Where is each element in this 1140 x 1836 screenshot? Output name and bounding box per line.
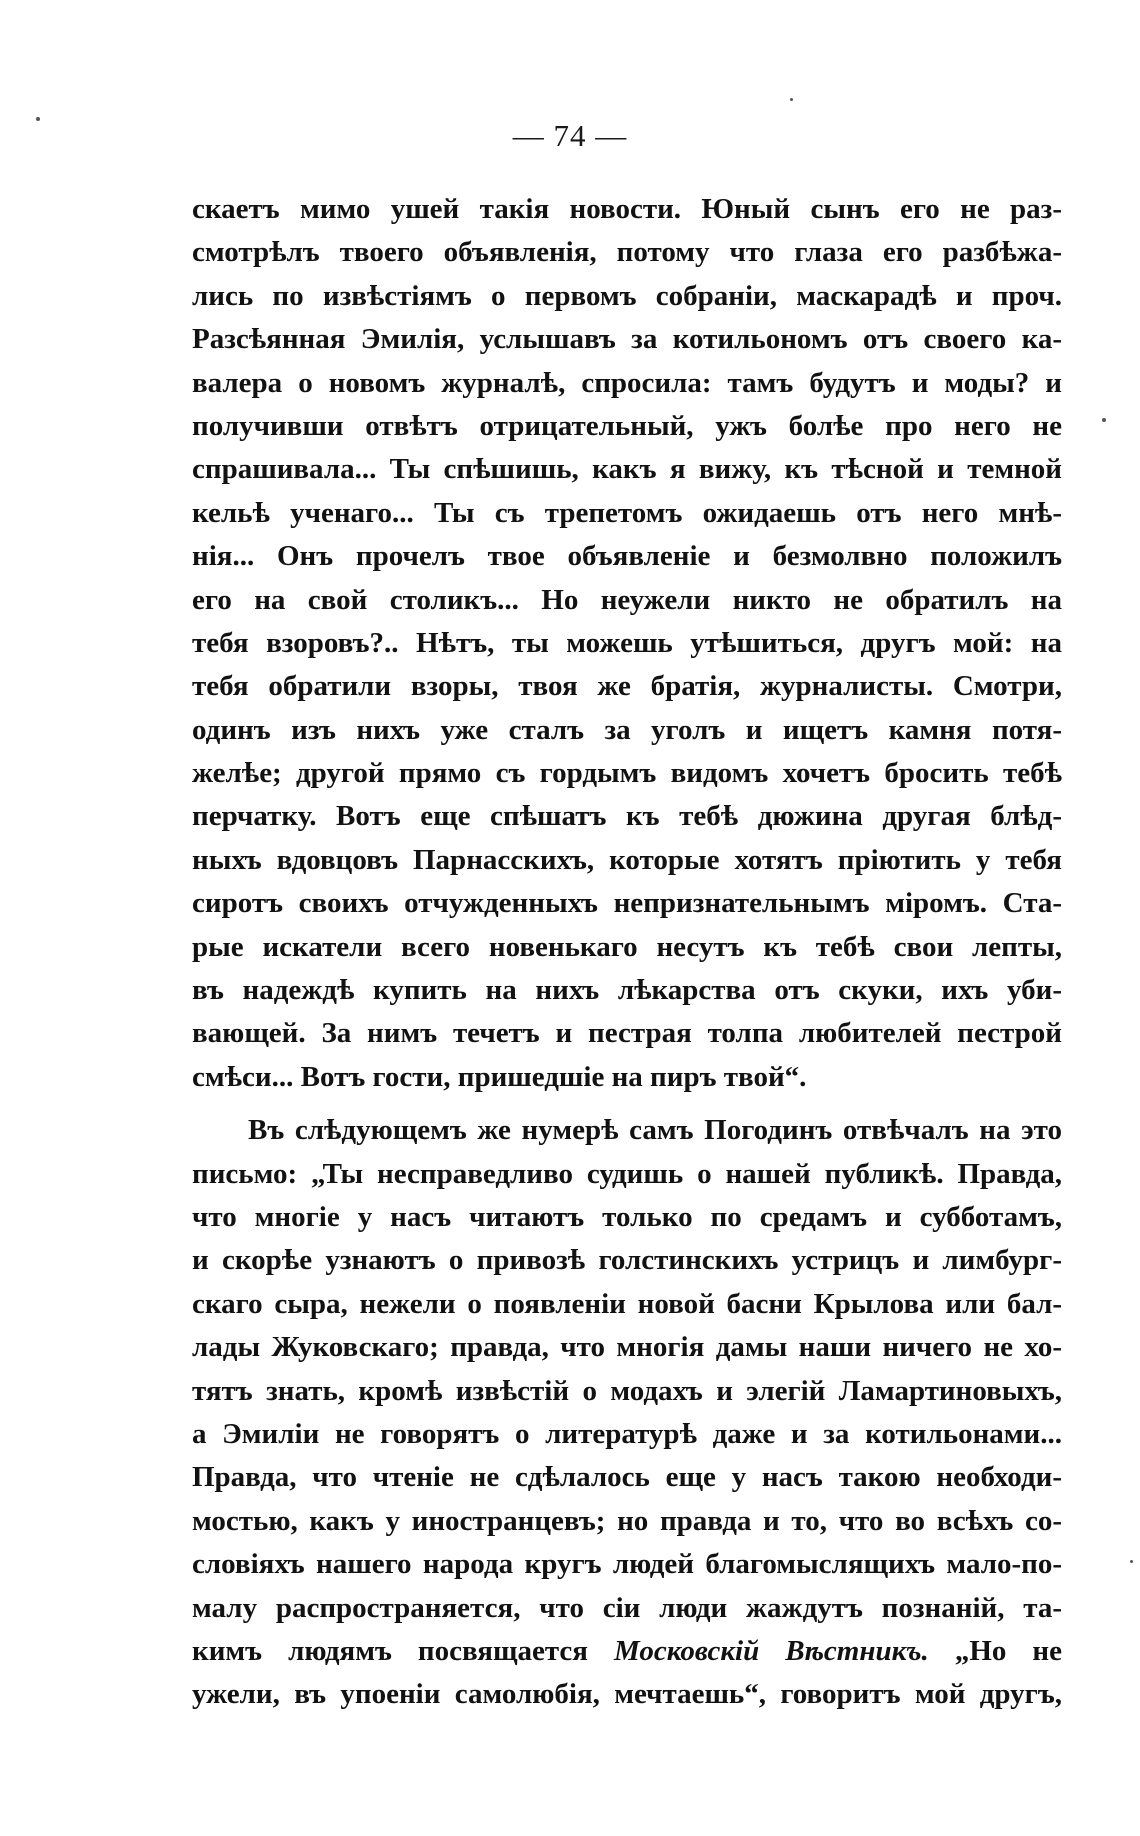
- text-line: тебя обратили взоры, твоя же братія, журналисты. Смотри,: [192, 670, 1062, 703]
- text-line: ужели, въ упоеніи самолюбія, мечтаешь“, говоритъ мой другъ,: [192, 1678, 1062, 1711]
- text-line: Разсѣянная Эмилія, услышавъ за котильономъ отъ своего ка-: [192, 323, 1062, 356]
- text-line-with-title: [192, 1630, 1062, 1673]
- text-line: тятъ знать, кромѣ извѣстій о модахъ и элегій Ламартиновыхъ,: [192, 1374, 1062, 1407]
- text-line: желѣе; другой прямо съ гордымъ видомъ хочетъ бросить тебѣ: [192, 757, 1062, 790]
- text-line: вающей. За нимъ течетъ и пестрая толпа любителей пестрой: [192, 1017, 1062, 1050]
- text-line: лись по извѣстіямъ о первомъ собраніи, маскарадѣ и проч.: [192, 279, 1062, 312]
- scan-speck: [790, 98, 793, 101]
- scan-speck: [1102, 418, 1106, 422]
- text-line: тебя взоровъ?.. Нѣтъ, ты можешь утѣшиться, другъ мой: на: [192, 626, 1062, 659]
- text-line: получивши отвѣтъ отрицательный, ужъ болѣе про него не: [192, 409, 1062, 442]
- scan-speck: [1130, 1560, 1133, 1563]
- text-line: что многіе у насъ читаютъ только по средамъ и субботамъ,: [192, 1200, 1062, 1233]
- text-line: кельѣ ученаго... Ты съ трепетомъ ожидаешь отъ него мнѣ-: [192, 496, 1062, 529]
- text-line: нія... Онъ прочелъ твое объявленіе и безмолвно положилъ: [192, 540, 1062, 573]
- text-line: Правда, что чтеніе не сдѣлалось еще у насъ такою необходи-: [192, 1461, 1062, 1494]
- text-line: рые искатели всего новенькаго несутъ къ тебѣ свои лепты,: [192, 930, 1062, 963]
- text-line: малу распространяется, что сіи люди жаждутъ познаній, та-: [192, 1591, 1062, 1624]
- page-number: — 74 —: [512, 118, 628, 153]
- text-line: смѣси... Вотъ гости, пришедшіе на пиръ твой“.: [192, 1060, 807, 1093]
- text-line: сиротъ своихъ отчужденныхъ непризнательнымъ міромъ. Ста-: [192, 887, 1062, 920]
- page-body-text: [192, 188, 1062, 1717]
- text-line: валера о новомъ журналѣ, спросила: тамъ будутъ и моды? и: [192, 366, 1062, 399]
- text-line: ныхъ вдовцовъ Парнасскихъ, которые хотятъ пріютить у тебя: [192, 843, 1062, 876]
- scan-speck: [36, 117, 40, 121]
- text-line: смотрѣлъ твоего объявленія, потому что глаза его разбѣжа-: [192, 236, 1062, 269]
- line-post: „Но не: [928, 1634, 1063, 1667]
- text-line: въ надеждѣ купить на нихъ лѣкарства отъ скуки, ихъ уби-: [192, 974, 1062, 1007]
- text-line: одинъ изъ нихъ уже сталъ за уголъ и ищетъ камня потя-: [192, 713, 1062, 746]
- text-line: скаго сыра, нежели о появленіи новой басни Крылова или бал-: [192, 1287, 1062, 1320]
- text-line: мостью, какъ у иностранцевъ; но правда и то, что во всѣхъ со-: [192, 1504, 1062, 1537]
- text-line: письмо: „Ты несправедливо судишь о нашей публикѣ. Правда,: [192, 1157, 1062, 1190]
- line-pre: кимъ людямъ посвящается: [192, 1634, 615, 1667]
- text-line: а Эмиліи не говорятъ о литературѣ даже и за котильонами...: [192, 1417, 1062, 1450]
- text-line: словіяхъ нашего народа кругъ людей благомыслящихъ мало-по-: [192, 1548, 1062, 1581]
- text-line: спрашивала... Ты спѣшишь, какъ я вижу, къ тѣсной и темной: [192, 453, 1062, 486]
- text-line: лады Жуковскаго; правда, что многія дамы наши ничего не хо-: [192, 1331, 1062, 1364]
- text-line: перчатку. Вотъ еще спѣшатъ къ тебѣ дюжина другая блѣд-: [192, 800, 1062, 833]
- text-line: скаетъ мимо ушей такія новости. Юный сынъ его не раз-: [192, 193, 1062, 225]
- journal-title: Московскій Вѣстникъ.: [614, 1634, 929, 1667]
- text-line: и скорѣе узнаютъ о привозѣ голстинскихъ устрицъ и лимбург-: [192, 1244, 1062, 1277]
- text-line: его на свой столикъ... Но неужели никто не обратилъ на: [192, 583, 1062, 616]
- paragraph-first-line: Въ слѣдующемъ же нумерѣ самъ Погодинъ отвѣчалъ на это: [248, 1114, 1062, 1147]
